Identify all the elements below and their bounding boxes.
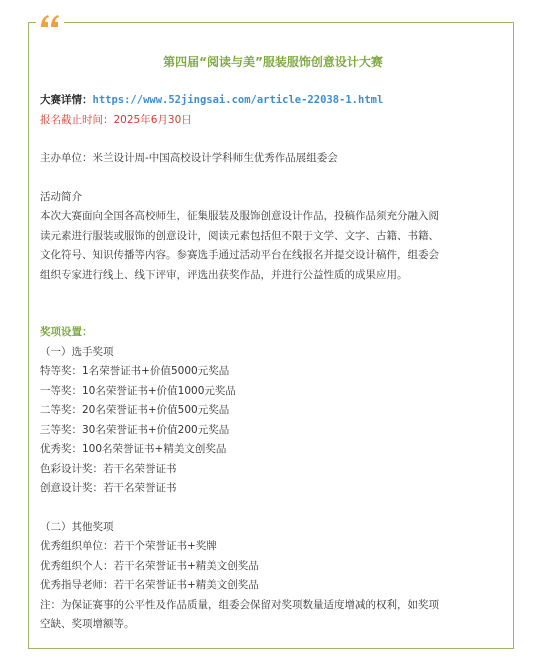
awards-note-line: 注：为保证赛事的公平性及作品质量，组委会保留对奖项数量适度增减的权利，如奖项	[40, 598, 439, 611]
intro-line: 读元素进行服装或服饰的创意设计，阅读元素包括但不限于文学、文字、古籍、书籍、	[40, 229, 439, 242]
award-item: 二等奖：20名荣誉证书+价值500元奖品	[40, 404, 230, 416]
details-line	[40, 91, 506, 111]
award-item: 优秀指导老师：若干名荣誉证书+精美文创奖品	[40, 579, 259, 591]
awards-note-line: 空缺、奖项增额等。	[40, 618, 135, 630]
quote-mark-icon	[36, 10, 64, 32]
award-item: 创意设计奖：若干名荣誉证书	[40, 482, 177, 494]
awards-group-title: （一）选手奖项	[40, 345, 114, 358]
intro-heading: 活动简介	[40, 190, 82, 203]
award-item: 特等奖：1名荣誉证书+价值5000元奖品	[40, 365, 230, 377]
spacer	[40, 130, 506, 149]
award-item: 三等奖：30名荣誉证书+价值200元奖品	[40, 423, 230, 436]
award-item: 优秀组织单位：若干个荣誉证书+奖牌	[40, 540, 217, 552]
award-item: 优秀组织个人：若干名荣誉证书+精美文创奖品	[40, 559, 259, 572]
spacer	[40, 169, 506, 188]
awards-heading: 奖项设置：	[40, 326, 93, 338]
spacer	[40, 304, 506, 323]
award-item: 优秀奖：100名荣誉证书+精美文创奖品	[40, 443, 227, 455]
article-content	[40, 52, 506, 635]
spacer	[40, 285, 506, 304]
intro-line: 本次大赛面向全国各高校师生，征集服装及服饰创意设计作品，投稿作品须充分融入阅	[40, 210, 439, 222]
details-link[interactable]: https://www.52jingsai.com/article-22038-1.html	[92, 94, 384, 106]
award-item: 一等奖：10名荣誉证书+价值1000元奖品	[40, 384, 236, 397]
organizer-text: 主办单位：米兰设计周-中国高校设计学科师生优秀作品展组委会	[40, 152, 338, 164]
awards-group-title: （二）其他奖项	[40, 520, 114, 533]
award-item: 色彩设计奖：若干名荣誉证书	[40, 462, 177, 475]
deadline-text: 报名截止时间：2025年6月30日	[40, 113, 192, 126]
spacer	[40, 499, 506, 518]
intro-line: 组织专家进行线上、线下评审，评选出获奖作品，并进行公益性质的成果应用。	[40, 268, 408, 281]
page-title: 第四届“阅读与美”服装服饰创意设计大赛	[163, 55, 383, 69]
intro-line: 文化符号、知识传播等内容。参赛选手通过活动平台在线报名并提交设计稿件，组委会	[40, 249, 439, 261]
details-label: 大赛详情：	[40, 94, 93, 106]
